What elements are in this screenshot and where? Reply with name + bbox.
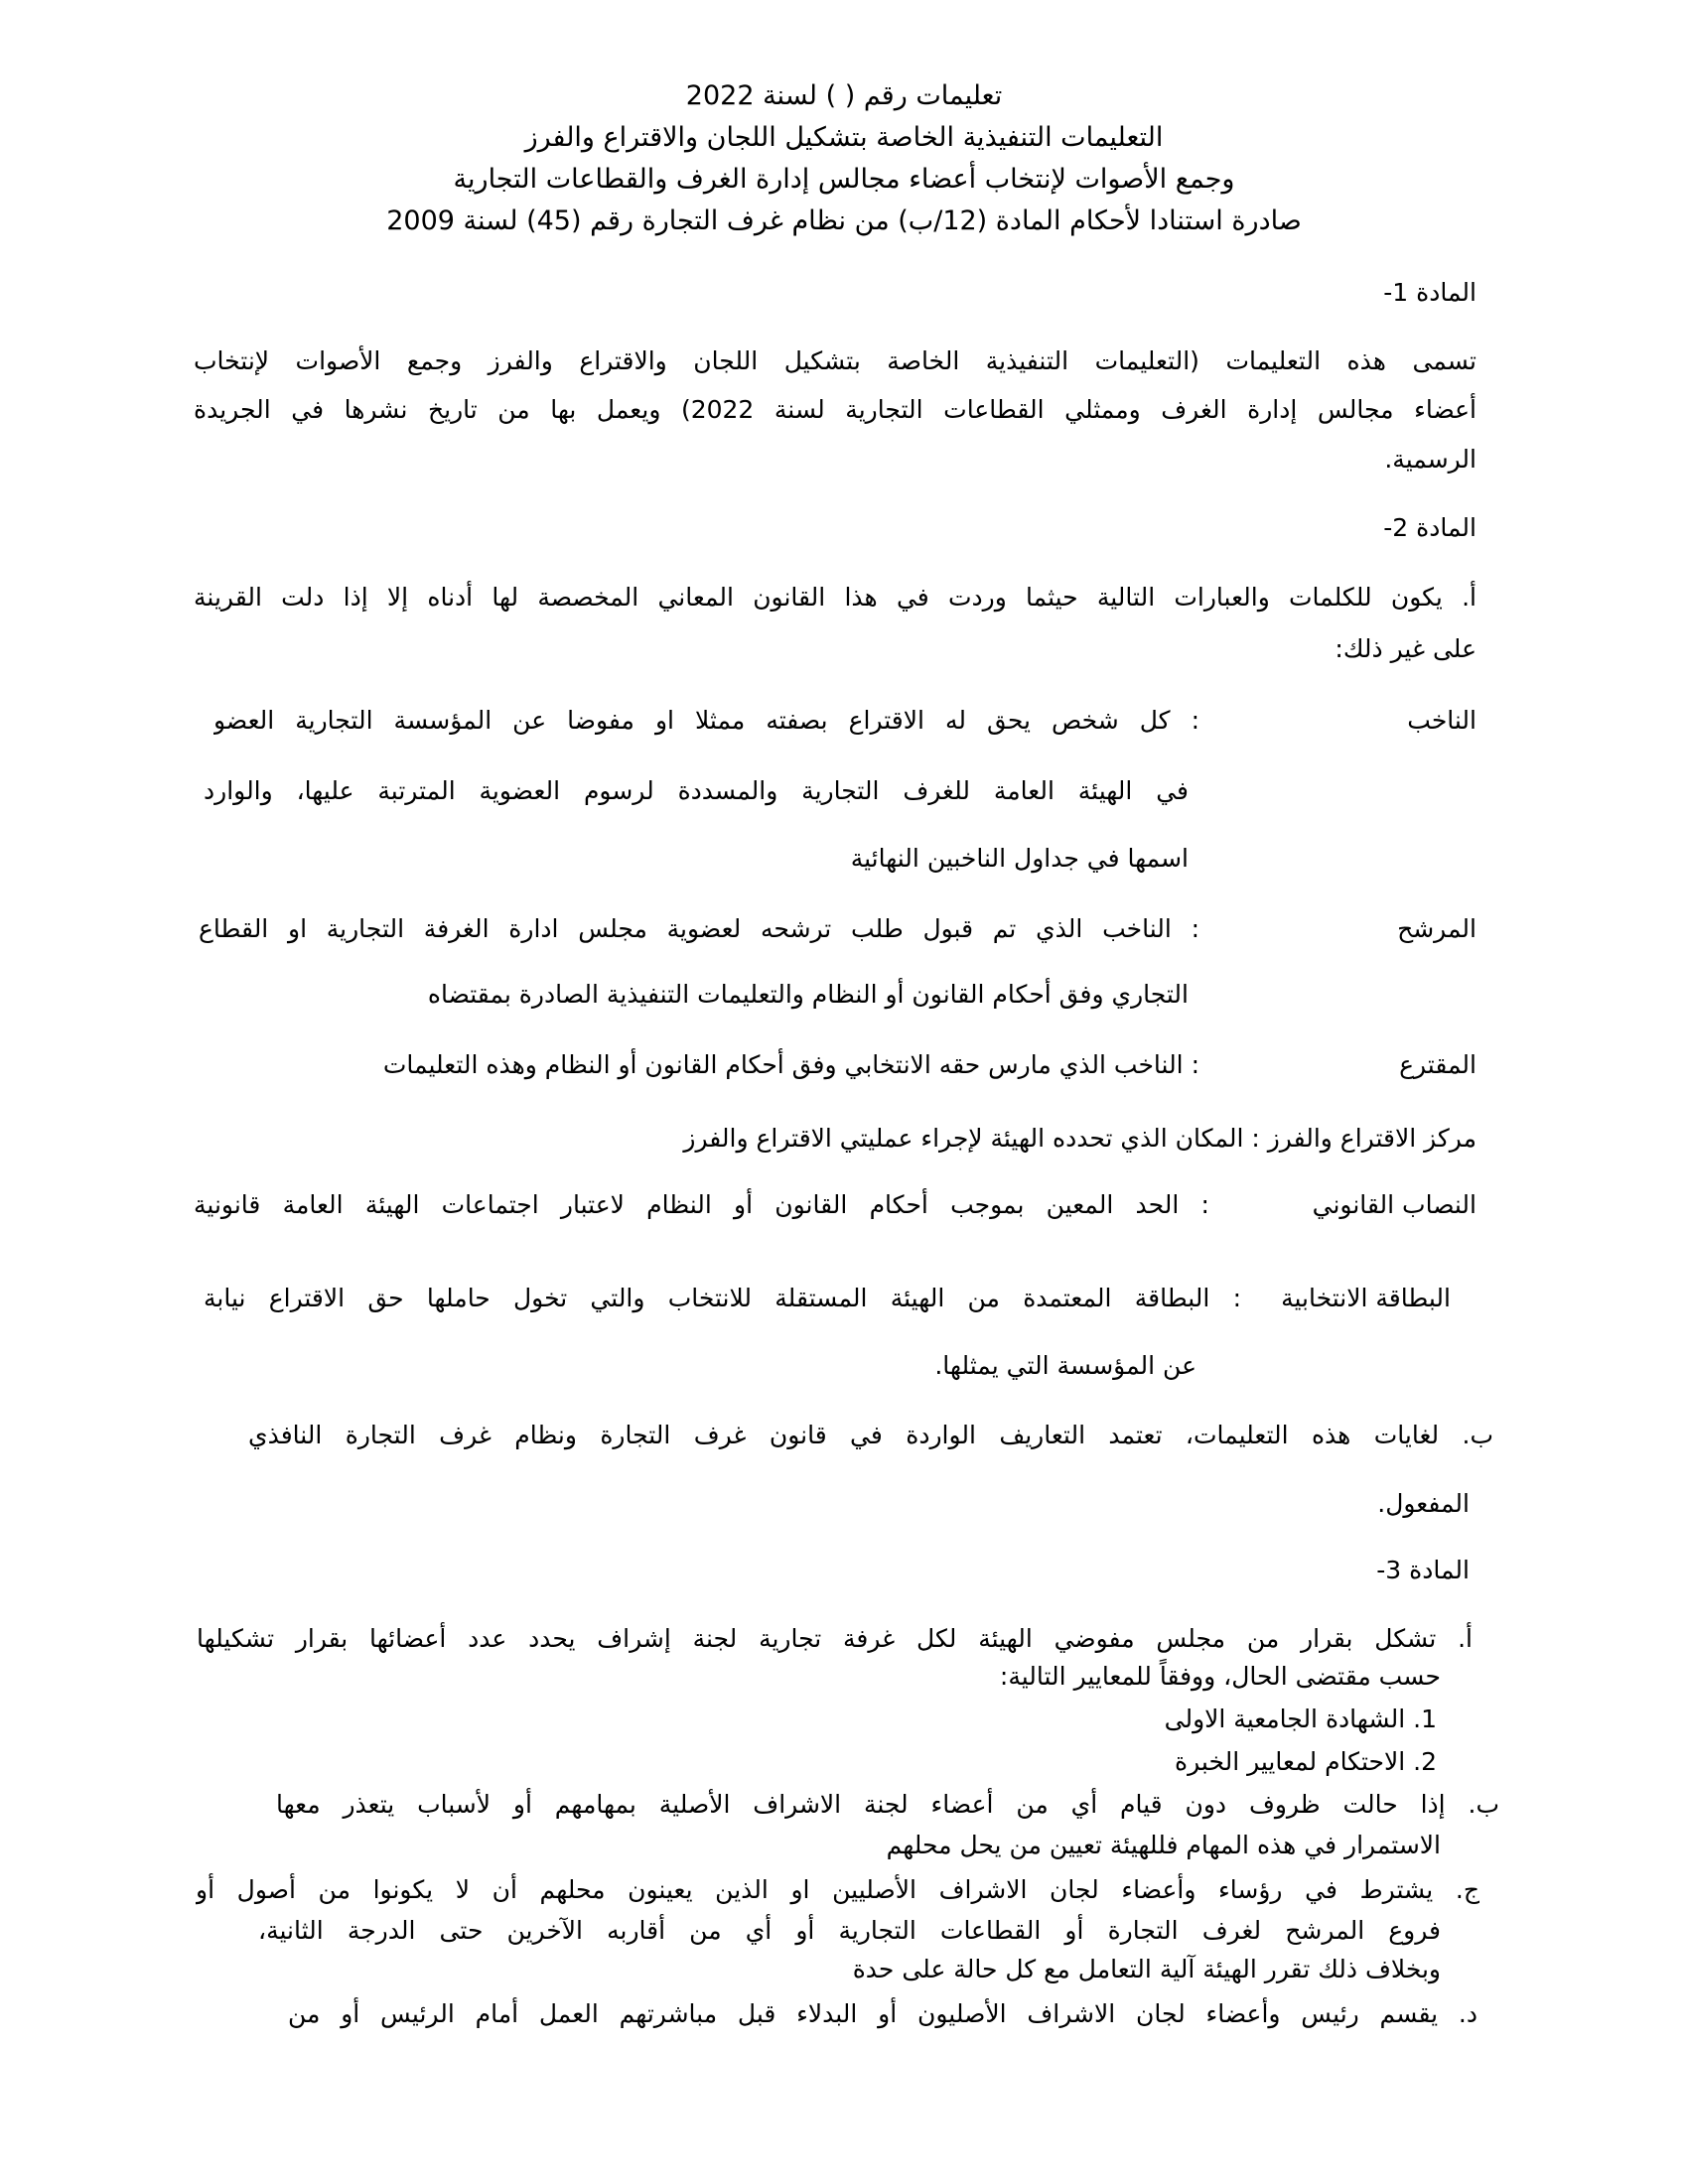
document-subtitle: وجمع الأصوات لإنتخاب أعضاء مجالس إدارة الغرف والقطاعات التجارية — [453, 164, 1235, 195]
article-2-clause-b: المفعول. — [1377, 1489, 1470, 1518]
definition-text: : كل شخص يحق له الاقتراع بصفته ممثلا او مفوضا عن المؤسسة التجارية العضو — [213, 706, 1199, 735]
definition-term-electoral-card: البطاقة الانتخابية — [1281, 1284, 1451, 1312]
definition-text: : الناخب الذي تم قبول طلب ترشحه لعضوية مجلس ادارة الغرفة التجارية او القطاع — [199, 914, 1199, 943]
article-3-clause-c: ج. يشترط في رؤساء وأعضاء لجان الاشراف الأصليين او الذين يعينون محلهم أن لا يكونوا من أصول أو — [196, 1875, 1479, 1904]
article-1-line: الرسمية. — [1384, 445, 1477, 474]
definition-text: التجاري وفق أحكام القانون أو النظام والتعليمات التنفيذية الصادرة بمقتضاه — [427, 980, 1189, 1009]
article-3-clause-b: ب. إذا حالت ظروف دون قيام أي من أعضاء لجنة الاشراف الأصلية بمهامهم أو لأسباب يتعذر معها — [276, 1790, 1499, 1819]
document-title: التعليمات التنفيذية الخاصة بتشكيل اللجان والاقتراع والفرز — [524, 122, 1164, 153]
article-2-clause-b: ب. لغايات هذه التعليمات، تعتمد التعاريف الواردة في قانون غرف التجارة ونظام غرف التجارة النافذي — [248, 1421, 1493, 1449]
definition-term-voter: الناخب — [1407, 706, 1477, 735]
definition-term-quorum: النصاب القانوني — [1312, 1190, 1477, 1219]
article-3-clause-a: أ. تشكل بقرار من مجلس مفوضي الهيئة لكل غرفة تجارية لجنة إشراف يحدد عدد أعضائها بقرار تشكيلها — [197, 1624, 1473, 1653]
definition-term-balloter: المقترع — [1399, 1050, 1477, 1079]
article-3-clause-a: حسب مقتضى الحال، ووفقاً للمعايير التالية: — [999, 1662, 1441, 1691]
article-1-label: المادة 1- — [1383, 278, 1477, 307]
definition-text: : الحد المعين بموجب أحكام القانون أو النظام لاعتبار اجتماعات الهيئة العامة قانونية — [194, 1190, 1209, 1219]
definition-text: عن المؤسسة التي يمثلها. — [934, 1351, 1196, 1380]
definition-text: : الناخب الذي مارس حقه الانتخابي وفق أحكام القانون أو النظام وهذه التعليمات — [382, 1050, 1199, 1079]
article-3-clause-c: وبخلاف ذلك تقرر الهيئة آلية التعامل مع كل حالة على حدة — [852, 1955, 1441, 1983]
article-3-label: المادة 3- — [1376, 1556, 1470, 1584]
definition-text: : البطاقة المعتمدة من الهيئة المستقلة للانتخاب والتي تخول حاملها حق الاقتراع نيابة — [204, 1284, 1241, 1312]
definition-polling-center: مركز الاقتراع والفرز : المكان الذي تحدده الهيئة لإجراء عمليتي الاقتراع والفرز — [683, 1124, 1477, 1153]
definition-text: اسمها في جداول الناخبين النهائية — [850, 844, 1189, 873]
article-3-clause-d: د. يقسم رئيس وأعضاء لجان الاشراف الأصليون أو البدلاء قبل مباشرتهم العمل أمام الرئيس أو من — [288, 1999, 1477, 2028]
article-2-label: المادة 2- — [1383, 513, 1477, 542]
article-3-clause-b: الاستمرار في هذه المهام فللهيئة تعيين من يحل محلهم — [886, 1831, 1441, 1859]
legal-basis: صادرة استنادا لأحكام المادة (12/ب) من نظام غرف التجارة رقم (45) لسنة 2009 — [386, 205, 1302, 236]
instructions-number-title: تعليمات رقم ( ) لسنة 2022 — [685, 80, 1003, 111]
criteria-item: 1. الشهادة الجامعية الاولى — [1164, 1705, 1437, 1733]
article-2-intro: أ. يكون للكلمات والعبارات التالية حيثما وردت في هذا القانون المعاني المخصصة لها أدناه إلا إذا دلت القرينة — [194, 583, 1477, 612]
criteria-item: 2. الاحتكام لمعايير الخبرة — [1175, 1747, 1437, 1776]
article-1-line: تسمى هذه التعليمات (التعليمات التنفيذية الخاصة بتشكيل اللجان والاقتراع والفرز وجمع الأصوات لإنتخاب — [194, 346, 1477, 375]
definition-term-candidate: المرشح — [1397, 914, 1477, 943]
article-2-intro: على غير ذلك: — [1335, 634, 1477, 663]
definition-text: في الهيئة العامة للغرف التجارية والمسددة لرسوم العضوية المترتبة عليها، والوارد — [204, 776, 1189, 805]
article-1-line: أعضاء مجالس إدارة الغرف وممثلي القطاعات التجارية لسنة 2022) ويعمل بها من تاريخ نشرها في الجريدة — [194, 395, 1477, 424]
article-3-clause-c: فروع المرشح لغرف التجارة أو القطاعات التجارية أو أي من أقاربه الآخرين حتى الدرجة الثانية، — [258, 1916, 1441, 1945]
